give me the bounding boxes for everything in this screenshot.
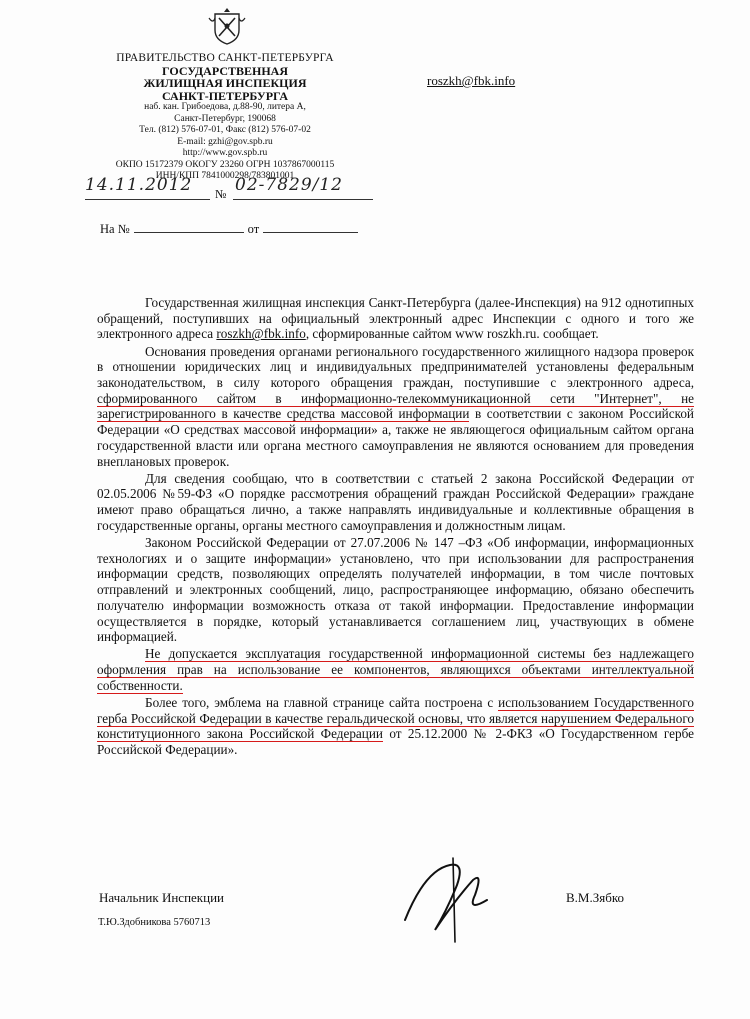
p2-text-a: Основания проведения органами регионального государственного жилищного надзора проверок в отношении юридических лиц и индивидуальных предпринимателей установлены федеральным законодательством, в силу которого обращения граждан, поступившие с электронного адреса,	[97, 343, 694, 391]
p5-underlined: Не допускается эксплуатация государственной информационной системы без надлежащего оформления прав на использование ее компонентов, являющихся объектами интеллектуальной собственности.	[97, 646, 694, 693]
p1-text: Государственная жилищная инспекция Санкт-Петербурга (далее-Инспекция) на 912 однотипных обращений, поступивших на официальный электронный адрес Инспекции с одного и того же электронного адреса	[97, 295, 694, 342]
p1-email: roszkh@fbk.info	[216, 326, 306, 342]
paragraph-5	[97, 646, 694, 693]
number-label: №	[215, 187, 227, 201]
paragraph-1	[97, 295, 694, 342]
paragraph-3: Для сведения сообщаю, что в соответствии с статьей 2 закона Российской Федерации от 02.05.2006 №59-ФЗ «О порядке рассмотрения обращений граждан Российской Федерации» граждане имеют право обращаться лично, а также направлять индивидуальные и коллективные обращения в государственные органы, органы местного самоуправления и должностным лицам.	[97, 470, 694, 533]
signer-title: Начальник Инспекции	[99, 890, 224, 905]
p2-underlined: сформированного сайтом в информационно-телекоммуникационной сети "Интернет", не зарегистрированного в качестве средства массовой информации	[97, 390, 694, 422]
signer-name: В.М.Зябко	[566, 890, 624, 905]
p6-underlined: использованием Государственного герба Российской Федерации в качестве геральдической основы, что является нарушением Федерального конституционного закона Российской Федерации	[97, 695, 694, 742]
address-line1: наб. кан. Грибоедова, д.88-90, литера А,	[144, 102, 306, 112]
outgoing-reference	[85, 173, 375, 203]
org-name-line1: ГОСУДАРСТВЕННАЯ	[162, 63, 288, 78]
ot-blank	[263, 222, 358, 233]
coat-of-arms-emblem-icon	[207, 4, 247, 48]
address-line2: Санкт-Петербург, 190068	[174, 113, 276, 124]
p1-end: , сформированные сайтом www roszkh.ru. сообщает.	[305, 326, 599, 342]
date-line	[85, 199, 210, 200]
paragraph-6	[97, 695, 694, 758]
executor-contact: Т.Ю.Здобникова 5760713	[98, 917, 211, 928]
government-name: ПРАВИТЕЛЬСТВО САНКТ-ПЕТЕРБУРГА	[116, 52, 334, 64]
org-name-line2: ЖИЛИЩНАЯ ИНСПЕКЦИЯ	[143, 76, 307, 90]
phone-fax: Тел. (812) 576-07-01, Факс (812) 576-07-02	[139, 125, 311, 135]
incoming-reference	[100, 222, 358, 237]
letterhead	[100, 52, 350, 183]
outgoing-date: 14.11.2012	[85, 175, 193, 195]
na-label: На №	[100, 222, 130, 236]
na-blank	[134, 222, 244, 233]
p6-text-a: Более того, эмблема на главной странице сайта построена с	[145, 695, 499, 711]
letter-body	[97, 295, 694, 759]
outgoing-number: 02-7829/12	[235, 175, 343, 195]
number-line	[233, 199, 373, 200]
org-website: http://www.gov.spb.ru	[182, 148, 268, 158]
recipient-email: roszkh@fbk.info	[427, 73, 516, 88]
p6-text-b: от 25.12.2000 № 2-ФКЗ «О Государственном гербе Российской Федерации».	[97, 726, 694, 758]
org-inn: ИНН/КПП 7841000298/783801001	[155, 171, 295, 181]
paragraph-2	[97, 344, 694, 470]
ot-label: от	[247, 222, 260, 236]
org-email: E-mail: gzhi@gov.spb.ru	[177, 136, 273, 147]
paragraph-4: Законом Российской Федерации от 27.07.2006 № 147 –ФЗ «Об информации, информационных технологиях и о защите информации» установлено, что при использовании для распространения информации средств, позволяющих определять получателей информации, в том числе почтовых отправлений и электронных сообщений, лицо, распространяющее информацию, обязано обеспечить получателю информации возможность отказа от такой информации. Предоставление информации осуществляется в порядке, который устанавливается соглашением лиц, участвующих в обмене информацией.	[97, 535, 694, 645]
handwritten-signature-icon	[395, 850, 505, 945]
org-codes: ОКПО 15172379 ОКОГУ 23260 ОГРН 1037867000115	[115, 159, 335, 170]
org-name-line3: САНКТ-ПЕТЕРБУРГА	[161, 88, 289, 103]
p2-text-b: в соответствии с законом Российской Федерации «О средствах массовой информации» а, также не являющегося официальным сайтом органа государственной власти или органа местного самоуправления не являются основанием для проведения внеплановых проверок.	[97, 406, 694, 469]
